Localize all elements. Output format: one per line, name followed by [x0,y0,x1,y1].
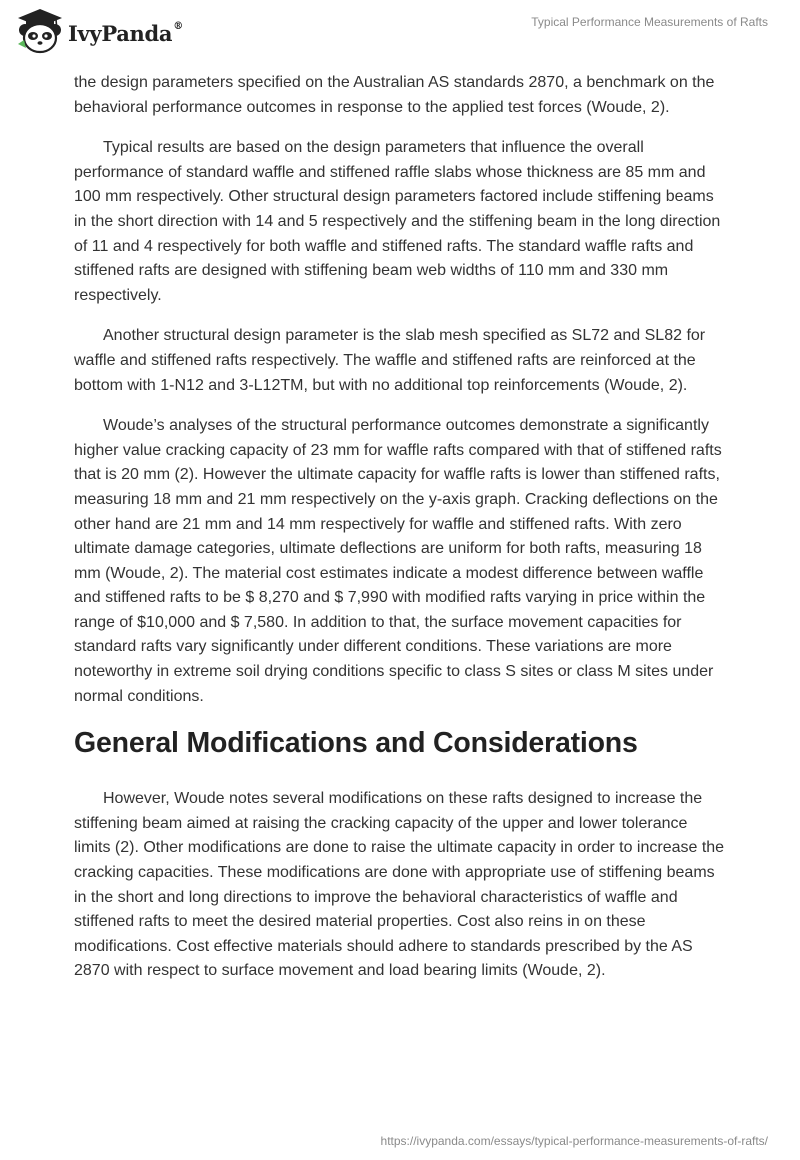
paragraph: Woude’s analyses of the structural performance outcomes demonstrate a significantly higher value cracking capacity of 23 mm for waffle rafts compared with that of stiffened rafts that is 20 mm (2). However the ultimate capacity for waffle rafts is lower than stiffened rafts, measuring 18 mm and 21 mm respectively on the y-axis graph. Cracking deflections on the other hand are 21 mm and 14 mm respectively for waffle and stiffened rafts. With zero ultimate damage categories, ultimate deflections are uniform for both rafts, measuring 18 mm (Woude, 2). The material cost estimates indicate a modest difference between waffle and stiffened rafts to be $ 8,270 and $ 7,990 with modified rafts varying in price within the range of $10,000 and $ 7,580. In addition to that, the surface movement capacities for standard rafts vary significantly under different conditions. These variations are more noteworthy in extreme soil drying conditions specific to class S sites or class M sites under normal conditions. [74,417,722,705]
panda-graduate-icon [16,8,64,54]
essay-content [74,71,726,1000]
page-header [0,0,800,70]
paragraph: However, Woude notes several modifications on these rafts designed to increase the stiffening beam aimed at raising the cracking capacity of the upper and lower tolerance limits (2). Other modifications are done to raise the ultimate capacity in order to increase the cracking capacities. These modifications are done with appropriate use of stiffening beams in the short and long directions to improve the behavioral characteristics of waffle and stiffened rafts to meet the desired material properties. Cost also reins in on these modifications. Cost effective materials should adhere to standards prescribed by the AS 2870 with respect to surface movement and load bearing limits (Woude, 2). [74,790,725,980]
paragraph: Typical results are based on the design parameters that influence the overall performance of standard waffle and stiffened raffle slabs whose thickness are 85 mm and 100 mm respectively. Other structural design parameters factored include stiffening beams in the short direction with 14 and 5 respectively and the stiffening beam in the long direction of 11 and 4 respectively for both waffle and stiffened rafts. The standard waffle rafts and stiffened rafts are designed with stiffening beam web widths of 110 mm and 330 mm respectively. [74,139,721,304]
section-heading: General Modifications and Considerations [74,727,638,760]
source-url[interactable]: https://ivypanda.com/essays/typical-performance-measurements-of-rafts/ [380,1134,768,1148]
ivypanda-logo[interactable] [16,8,183,54]
document-title: Typical Performance Measurements of Rafts [531,15,768,29]
paragraph: Another structural design parameter is the slab mesh specified as SL72 and SL82 for waffle and stiffened rafts respectively. The waffle and stiffened rafts are reinforced at the bottom with 1-N12 and 3-L12TM, but with no additional top reinforcements (Woude, 2). [74,327,706,394]
paragraph-continued: the design parameters specified on the Australian AS standards 2870, a benchmark on the behavioral performance outcomes in response to the applied test forces (Woude, 2). [74,74,715,116]
brand-name: IvyPanda® [68,20,183,46]
